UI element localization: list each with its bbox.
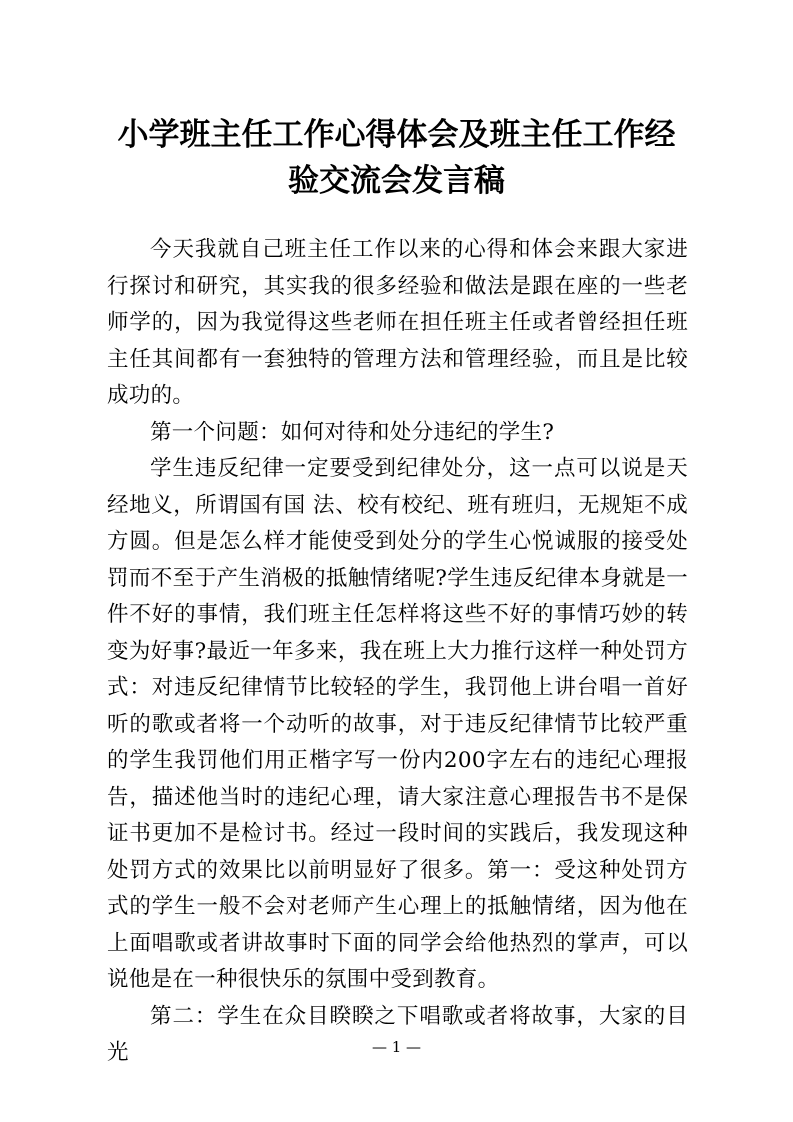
title-line-1: 小学班主任工作心得体会及班主任工作经	[117, 117, 676, 153]
title-line-2: 验交流会发言稿	[288, 163, 505, 199]
document-body	[107, 232, 688, 1072]
document-title	[100, 112, 693, 204]
paragraph-discipline: 学生违反纪律一定要受到纪律处分，这一点可以说是天经地义，所谓国有国 法、校有校纪、班有班归，无规矩不成方圆。但是怎么样才能使受到处分的学生心悦诚服的接受处罚而不至于产生消极的抵触情绪呢?学生违反纪律本身就是一件不好的事情，我们班主任怎样将这些不好的事情巧妙的转变为好事?最近一年多来，我在班上大力推行这样一种处罚方式：对违反纪律情节比较轻的学生，我罚他上讲台唱一首好听的歌或者将一个动听的故事，对于违反纪律情节比较严重的学生我罚他们用正楷字写一份内200字左右的违纪心理报告，描述他当时的违纪心理，请大家注意心理报告书不是保证书更加不是检讨书。经过一段时间的实践后，我发现这种处罚方式的效果比以前明显好了很多。第一：受这种处罚方式的学生一般不会对老师产生心理上的抵触情绪，因为他在上面唱歌或者讲故事时下面的同学会给他热烈的掌声，可以说他是在一种很快乐的氛围中受到教育。	[107, 456, 688, 992]
paragraph-question-1: 第一个问题：如何对待和处分违纪的学生?	[150, 419, 555, 445]
paragraph-second-point: 第二：学生在众目睽睽之下唱歌或者将故事，大家的目光	[107, 1003, 688, 1065]
page-number: — 1 —	[371, 1038, 422, 1056]
paragraph-intro: 今天我就自己班主任工作以来的心得和体会来跟大家进行探讨和研究，其实我的很多经验和做法是跟在座的一些老师学的，因为我觉得这些老师在担任班主任或者曾经担任班主任其间都有一套独特的管理方法和管理经验，而且是比较成功的。	[107, 237, 688, 408]
